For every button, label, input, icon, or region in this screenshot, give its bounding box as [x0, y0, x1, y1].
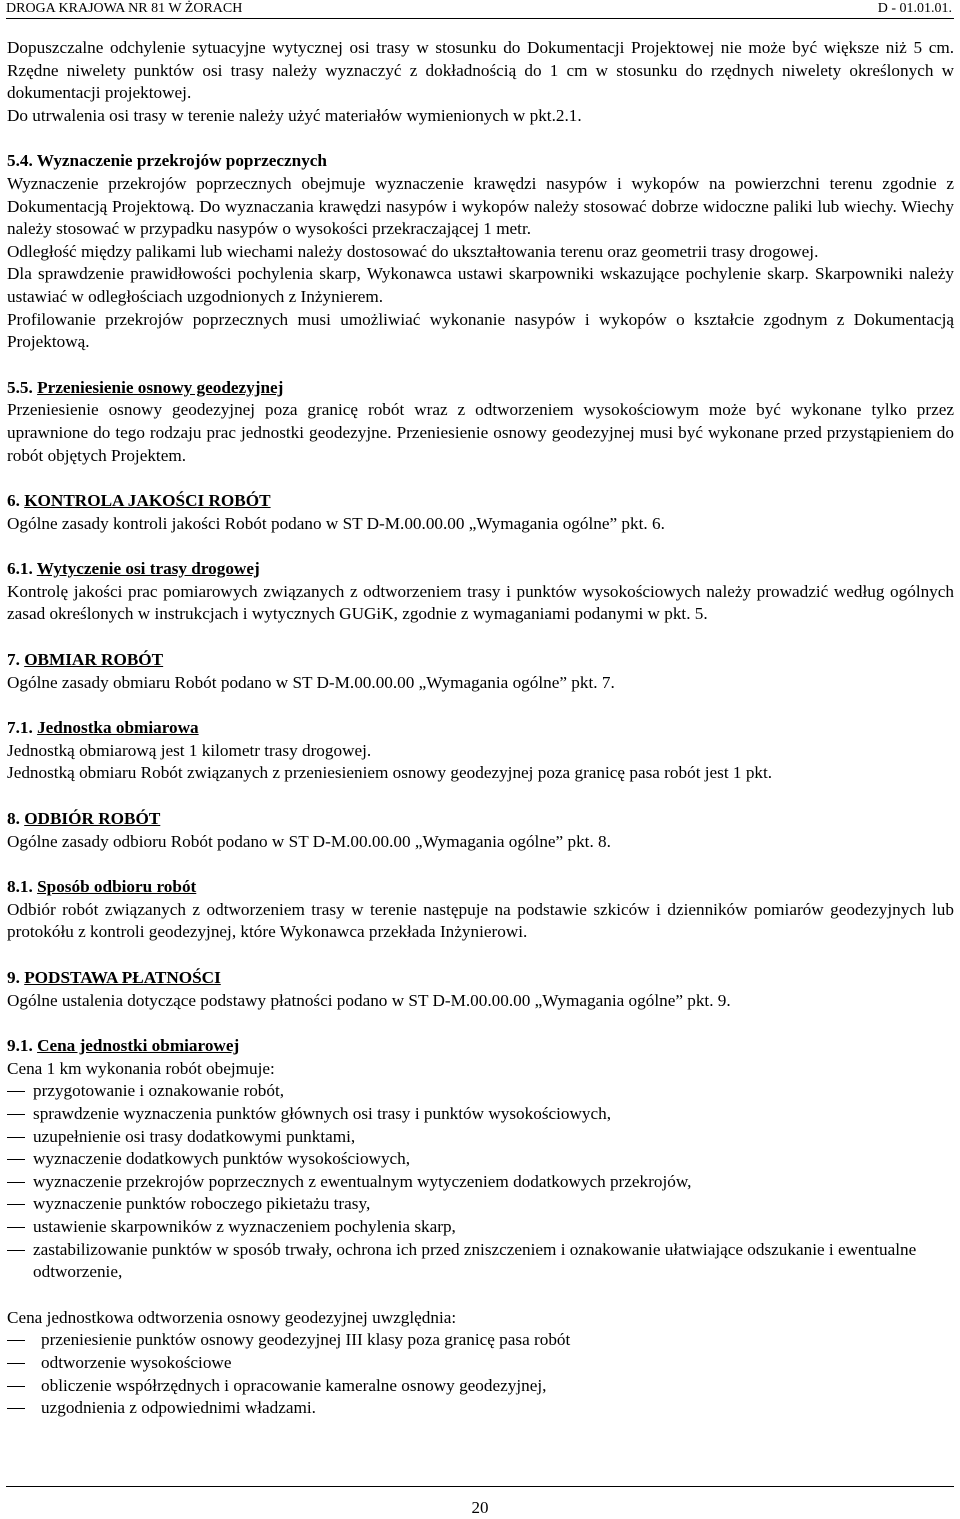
section-heading-6-1 [7, 558, 954, 581]
list-item-text: wyznaczenie przekrojów poprzecznych z ewentualnym wytyczeniem dodatkowych przekrojów, [33, 1171, 692, 1191]
section-number: 5.5. [7, 377, 33, 397]
section-title: Wytyczenie osi trasy drogowej [36, 559, 260, 579]
list-item [7, 1103, 954, 1126]
paragraph-5-4-b: Odległość między palikami lub wiechami należy dostosować do ukształtowania terenu oraz geometrii trasy drogowej. [7, 241, 819, 261]
cost-items-list [7, 1080, 954, 1283]
list-item [7, 1080, 954, 1103]
list-item [7, 1329, 954, 1352]
section-heading-8 [7, 808, 954, 831]
section-heading-9 [7, 967, 954, 990]
section-title: Przeniesienie osnowy geodezyjnej [37, 377, 284, 397]
list-item-text: przygotowanie i oznakowanie robót, [33, 1081, 285, 1101]
section-title: Cena jednostki obmiarowej [37, 1036, 240, 1056]
section-number: 7.1. [7, 718, 33, 738]
section-number: 9. [7, 968, 20, 987]
network-items-list [7, 1329, 954, 1419]
section-title: Jednostka obmiarowa [37, 718, 199, 738]
paragraph-7: Ogólne zasady obmiaru Robót podano w ST D-M.00.00.00 „Wymagania ogólne” pkt. 7. [7, 672, 615, 692]
paragraph-5-5: Przeniesienie osnowy geodezyjnej poza granicę robót wraz z odtworzeniem wysokościowym może być wykonane tylko przez uprawnione do tego rodzaju prac jednostki geodezyjne. Przeniesienie osnowy geodezyjnej musi być wykonane przed przystąpieniem do robót objętych Projektem. [7, 400, 954, 465]
dash-bullet-icon [7, 1204, 25, 1205]
section-number: 8. [7, 809, 20, 829]
dash-bullet-icon [7, 1091, 25, 1092]
document-body [7, 37, 954, 1420]
header-title: DROGA KRAJOWA NR 81 W ŻORACH [6, 1, 243, 16]
paragraph-6-1: Kontrolę jakości prac pomiarowych związanych z odtworzeniem trasy i punktów wysokościowych należy prowadzić według ogólnych zasad określonych w instrukcjach i wytycznych GUGiK, zgodnie z wymaganiami podanymi w pkt. 5. [7, 581, 954, 624]
list-item [7, 1375, 954, 1398]
list-item [7, 1193, 954, 1216]
paragraph-5-4-d: Profilowanie przekrojów poprzecznych musi umożliwiać wykonanie nasypów i wykopów o kształcie zgodnym z Dokumentacją Projektową. [7, 309, 954, 352]
section-heading-5-4: 5.4. Wyznaczenie przekrojów poprzecznych [7, 151, 327, 171]
section-number: 6.1. [7, 559, 33, 579]
list-item-text: ustawienie skarpowników z wyznaczeniem pochylenia skarp, [33, 1216, 456, 1236]
paragraph-5-4-c: Dla sprawdzenie prawidłowości pochylenia skarp, Wykonawca ustawi skarpowniki wskazujące pochylenie skarp. Skarpowniki należy ustawiać w odległościach uzgodnionych z Inżynierem. [7, 264, 954, 306]
page-number: 20 [471, 1498, 489, 1517]
dash-bullet-icon [7, 1250, 25, 1251]
paragraph-5-4-a: Wyznaczenie przekrojów poprzecznych obejmuje wyznaczenie krawędzi nasypów i wykopów na powierzchni terenu zgodnie z Dokumentacją Projektową. Do wyznaczania krawędzi nasypów i wykopów należy stosować dobrze widoczne paliki lub wiechy. Wiechy należy stosować w przypadku nasypów o wysokości przekraczającej 1 metr. [7, 173, 954, 239]
list-item [7, 1352, 954, 1375]
paragraph-7-1-b: Jednostką obmiaru Robót związanych z przeniesieniem osnowy geodezyjnej poza granicę pasa robót jest 1 pkt. [7, 763, 773, 783]
list-item [7, 1171, 954, 1194]
list-item [7, 1126, 954, 1149]
footer-divider [6, 1486, 954, 1487]
list-item-text: odtworzenie wysokościowe [41, 1352, 232, 1372]
paragraph-tolerance: Dopuszczalne odchylenie sytuacyjne wytycznej osi trasy w stosunku do Dokumentacji Projektowej nie może być większe niż 5 cm. Rzędne niwelety punktów osi trasy należy wyznaczyć z dokładnością do 1 cm w stosunku do rzędnych niwelety określonych w dokumentacji projektowej. [7, 38, 954, 103]
dash-bullet-icon [7, 1363, 25, 1364]
section-number: 9.1. [7, 1036, 33, 1056]
section-number: 8.1. [7, 877, 33, 897]
dash-bullet-icon [7, 1114, 25, 1115]
paragraph-9-1-intro2: Cena jednostkowa odtworzenia osnowy geodezyjnej uwzględnia: [7, 1307, 457, 1327]
page-header [6, 0, 954, 19]
dash-bullet-icon [7, 1159, 25, 1160]
paragraph-materials: Do utrwalenia osi trasy w terenie należy użyć materiałów wymienionych w pkt.2.1. [7, 105, 582, 125]
section-title: PODSTAWA PŁATNOŚCI [24, 968, 221, 987]
list-item-text: zastabilizowanie punktów w sposób trwały, ochrona ich przed zniszczeniem i oznakowanie ułatwiające odszukanie i ewentualne odtworzenie, [33, 1239, 917, 1282]
section-heading-6 [7, 490, 954, 513]
paragraph-8-1: Odbiór robót związanych z odtworzeniem trasy w terenie następuje na podstawie szkiców i dzienników pomiarów geodezyjnych lub protokółu z kontroli geodezyjnej, które Wykonawca przekłada Inżynierowi. [7, 899, 954, 942]
list-item-text: przeniesienie punktów osnowy geodezyjnej III klasy poza granicę pasa robót [41, 1330, 571, 1350]
section-title: ODBIÓR ROBÓT [24, 809, 161, 829]
list-item-text: uzgodnienia z odpowiednimi władzami. [41, 1398, 316, 1418]
section-title: KONTROLA JAKOŚCI ROBÓT [24, 491, 271, 511]
dash-bullet-icon [7, 1227, 25, 1228]
section-heading-9-1 [7, 1035, 954, 1058]
list-item-text: obliczenie współrzędnych i opracowanie kameralne osnowy geodezyjnej, [41, 1375, 547, 1395]
section-heading-7-1 [7, 717, 954, 740]
list-item [7, 1216, 954, 1239]
paragraph-9-1-intro: Cena 1 km wykonania robót obejmuje: [7, 1058, 275, 1078]
list-item-text: uzupełnienie osi trasy dodatkowymi punktami, [33, 1126, 356, 1146]
dash-bullet-icon [7, 1137, 25, 1138]
section-heading-5-5 [7, 377, 954, 400]
header-code: D - 01.01.01. [877, 1, 952, 16]
dash-bullet-icon [7, 1340, 25, 1341]
section-heading-8-1 [7, 876, 954, 899]
list-item [7, 1148, 954, 1171]
dash-bullet-icon [7, 1408, 25, 1409]
dash-bullet-icon [7, 1182, 25, 1183]
paragraph-8: Ogólne zasady odbioru Robót podano w ST D-M.00.00.00 „Wymagania ogólne” pkt. 8. [7, 831, 611, 851]
section-number: 6. [7, 491, 20, 511]
paragraph-7-1-a: Jednostką obmiarową jest 1 kilometr trasy drogowej. [7, 740, 372, 760]
list-item [7, 1397, 954, 1420]
dash-bullet-icon [7, 1386, 25, 1387]
list-item-text: wyznaczenie punktów roboczego pikietażu trasy, [33, 1194, 371, 1214]
paragraph-9: Ogólne ustalenia dotyczące podstawy płatności podano w ST D-M.00.00.00 „Wymagania ogólne” pkt. 9. [7, 990, 731, 1010]
list-item-text: sprawdzenie wyznaczenia punktów głównych osi trasy i punktów wysokościowych, [33, 1103, 612, 1123]
section-title: Sposób odbioru robót [37, 877, 197, 897]
section-heading-7 [7, 649, 954, 672]
paragraph-6: Ogólne zasady kontroli jakości Robót podano w ST D-M.00.00.00 „Wymagania ogólne” pkt. 6. [7, 513, 665, 533]
section-number: 7. [7, 650, 20, 670]
list-item-text: wyznaczenie dodatkowych punktów wysokościowych, [33, 1149, 411, 1169]
section-title: OBMIAR ROBÓT [24, 650, 164, 670]
list-item [7, 1239, 954, 1284]
